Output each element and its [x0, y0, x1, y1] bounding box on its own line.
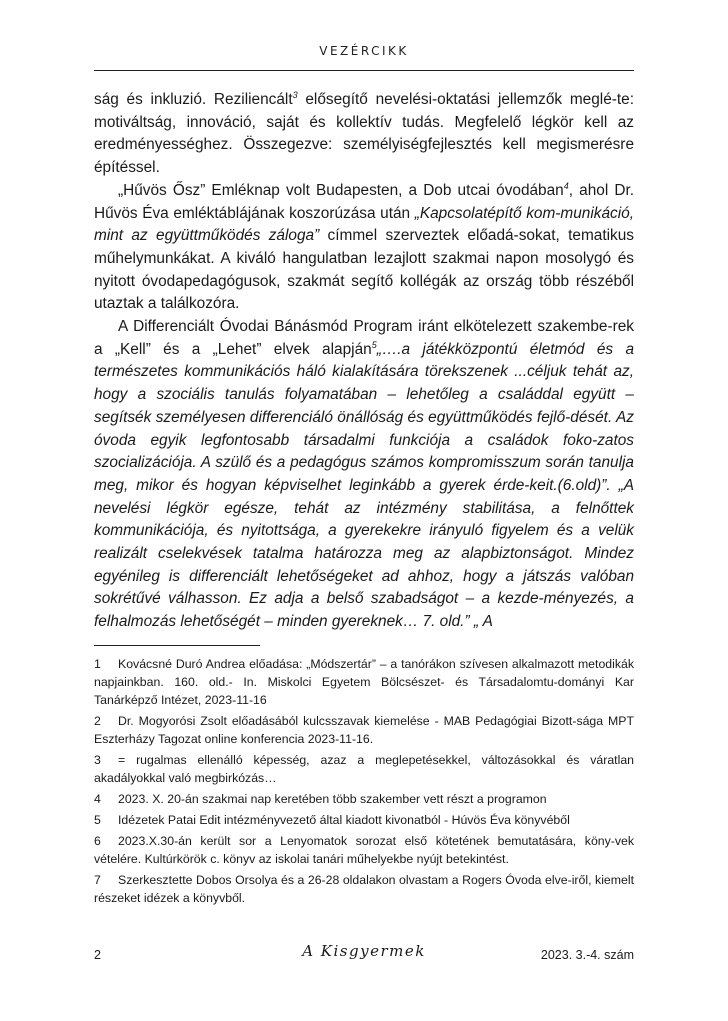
- page-number: 2: [94, 948, 101, 962]
- article-body: [94, 89, 634, 634]
- footnote-number: 7: [94, 872, 101, 887]
- footnote: [94, 832, 634, 868]
- footnote-number: 1: [94, 657, 101, 671]
- footnote-text: 2023. X. 20-án szakmai nap keretében több szakember vett részt a programon: [118, 792, 547, 807]
- paragraph-1: ság és inkluzió. Reziliencált$^3$ elősegítő nevelési-oktatási jellemzők meglé-te: motiváltság, innováció, saját és kollektív tudás. Megfelelő légkör kell az eredményességhez. Összegezve: személyiségfejlesztés kell megismerésre építéssel.: [94, 89, 634, 177]
- footnote-ref-5[interactable]: 5: [371, 339, 377, 350]
- footnote-ref-4[interactable]: 4: [563, 180, 569, 191]
- footnote-text: = rugalmas ellenálló képesség, azaz a meglepetésekkel, változásokkal és váratlan akadályokkal való megbirkózás…: [94, 753, 634, 786]
- footnote: [94, 655, 634, 710]
- footnote: [94, 811, 634, 829]
- footnote-text: Kovácsné Duró Andrea előadása: „Módszertár” – a tanórákon szívesen alkalmazott metodikák napjainkban. 160. old.- In. Miskolci Egyetem Bölcsészet- és Társadalomtu-dományi Kar Tanárképző Intézet, 2023-11-16: [94, 657, 634, 708]
- paragraph-2: „Hűvös Ősz” Emléknap volt Budapesten, a Dob utcai óvodában$^4$, ahol Dr. Hűvös Éva emléktáblájának koszorúzása után „Kapcsolatépítő kom-munikáció, mint az együttműködés záloga” címmel szerveztek előadá-sokat, tematikus műhelymunkákat. A kiváló hangulatban lezajlott szakmai napon mosolygó és nyitott óvodapedagógusok, szakmát segítő kollégák az ország több részéből utaztak a találkozóra.: [94, 180, 634, 313]
- footnote-number: 3: [94, 753, 101, 768]
- running-header: VEZÉRCIKK: [319, 44, 409, 58]
- footnote: [94, 751, 634, 787]
- footnote-number: 2: [94, 714, 101, 729]
- footnote: [94, 790, 634, 808]
- paragraph-3: A Differenciált Óvodai Bánásmód Program iránt elkötelezett szakembe-rek a „Kell” és a „Lehet” elvek alapján$^5$„….a játékközpontú életmód és a természetes kommunikációs háló kialakítására törekszenek ...céljuk tehát az, hogy a szociális tanulás folyamatában – lehetőleg a családdal együtt – segítsék személyesen differenciáló önállóság és együttműködés fejlő-dését. Az óvoda egyik legfontosabb társadalmi funkciója a családok foko-zatos szocializációja. A szülő és a pedagógus számos kompromisszum során tanulja meg, mikor és hogyan képviselhet leginkább a gyerek érde-keit.(6.old)”. „A nevelési légkör egésze, tehát az intézmény stabilitása, a felnőttek kommunikációja, és nyitottsága, a gyerekekre irányuló figyelem és a velük realizált cselekvések tatalma határozza meg az alapbiztonságot. Mindez egyénileg is differenciált lehetőségeket ad ahhoz, hogy a játszás valóban sokrétűvé válhasson. Ez adja a belső szabadságot – a kezde-ményezés, a felhalmozás lehetőségét – minden gyereknek… 7. old.” „ A: [94, 318, 634, 631]
- footnotes: [94, 655, 634, 910]
- footnote-text: Dr. Mogyorósi Zsolt előadásából kulcsszavak kiemelése - MAB Pedagógiai Bizott-sága MPT Eszterházy Tagozat online konferencia 2023-11-16.: [94, 714, 634, 747]
- footnote: [94, 712, 634, 748]
- footnote-rule: [94, 645, 260, 646]
- footnote-text: Szerkesztette Dobos Orsolya és a 26-28 oldalakon olvastam a Rogers Óvoda elve-iről, kiemelt részeket idézek a könyvből.: [94, 872, 634, 905]
- header-rule: [94, 70, 634, 71]
- footnote-text: Idézetek Patai Edit intézményvezető által kiadott kivonatból - Húvös Éva könyvéből: [118, 813, 570, 827]
- issue-number: 2023. 3.-4. szám: [540, 948, 634, 962]
- footnote-ref-3[interactable]: 3: [292, 89, 298, 100]
- footnote-text: 2023.X.30-án került sor a Lenyomatok sorozat első kötetének bemutatására, köny-vek vételére. Kultúrkörök c. könyv az iskolai tanári műhelyekbe nyújt betekintést.: [94, 833, 634, 866]
- footnote-number: 4: [94, 792, 101, 807]
- footnote-number: 5: [94, 813, 101, 827]
- footnote: [94, 871, 634, 907]
- magazine-title: A Kisgyermek: [302, 942, 426, 960]
- footnote-number: 6: [94, 833, 101, 848]
